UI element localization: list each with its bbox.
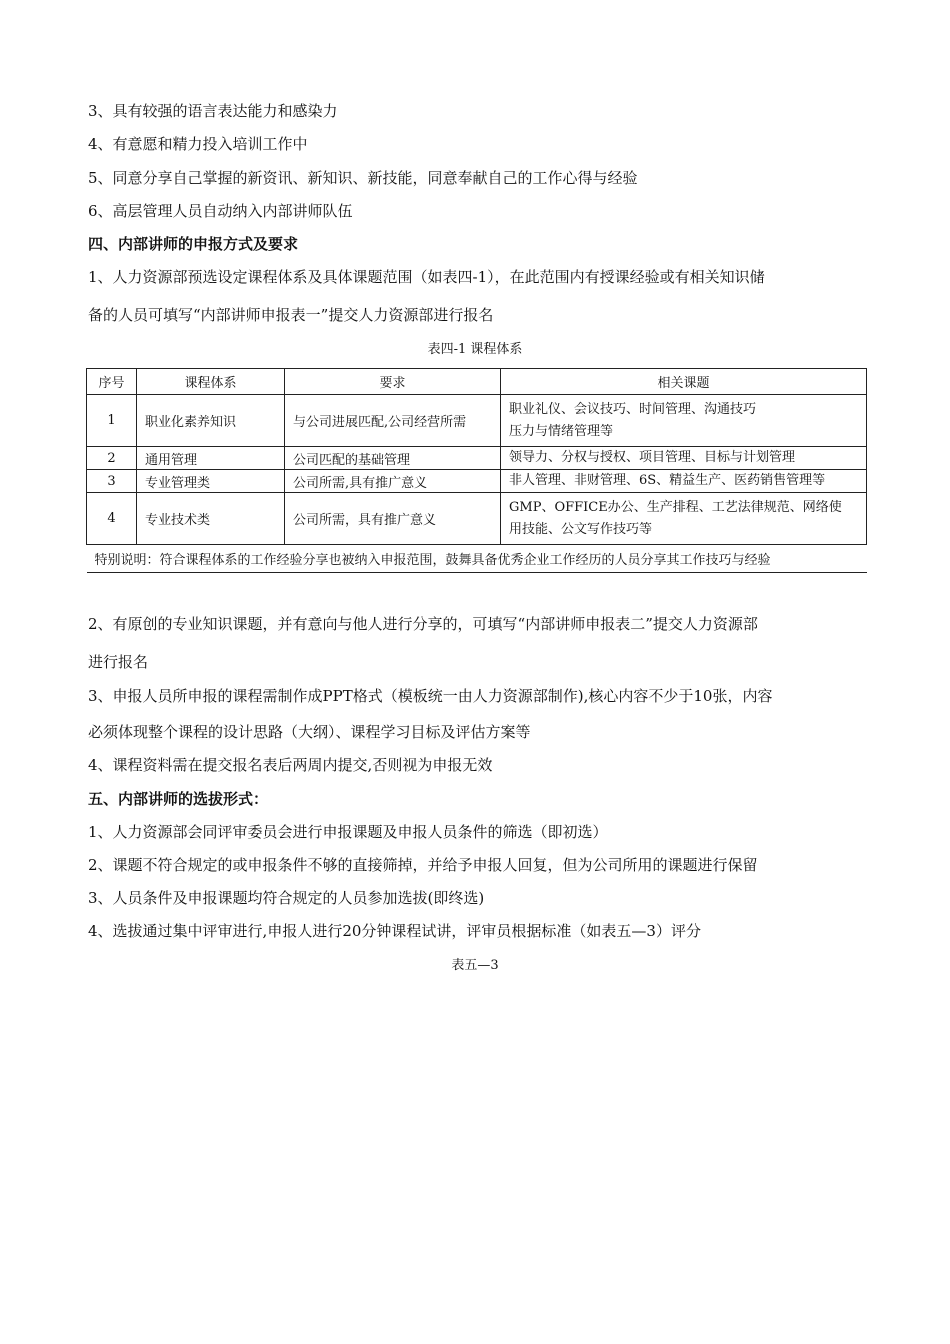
cell-number: 1 xyxy=(87,395,137,447)
table-row xyxy=(87,470,867,493)
cell-course-system: 专业技术类 xyxy=(137,493,285,545)
cell-course-system: 职业化素养知识 xyxy=(137,395,285,447)
cell-requirement: 公司所需，具有推广意义 xyxy=(285,493,501,545)
table-5-3-caption: 表五—3 xyxy=(451,958,499,973)
table-note-row xyxy=(87,545,867,573)
section-4-paragraph-4: 4、课程资料需在提交报名表后两周内提交,否则视为申报无效 xyxy=(88,756,493,774)
cell-related-topics: 领导力、分权与授权、项目管理、目标与计划管理 xyxy=(501,447,867,470)
section-5-item-4: 4、选拔通过集中评审进行,申报人进行20分钟课程试讲，评审员根据标准（如表五—3）评分 xyxy=(88,922,701,940)
section-4-paragraph-2-line-2: 进行报名 xyxy=(88,653,149,671)
section-5-heading: 五、内部讲师的选拔形式： xyxy=(88,790,269,808)
cell-requirement: 公司所需,具有推广意义 xyxy=(285,470,501,493)
section-4-paragraph-1-line-2: 备的人员可填写“内部讲师申报表一”提交人力资源部进行报名 xyxy=(88,306,494,324)
requirement-item-3: 3、具有较强的语言表达能力和感染力 xyxy=(88,102,338,120)
section-5-item-2: 2、课题不符合规定的或申报条件不够的直接筛掉，并给予申报人回复，但为公司所用的课题进行保留 xyxy=(88,856,758,874)
header-requirement: 要求 xyxy=(285,369,501,395)
course-system-table xyxy=(86,368,867,573)
cell-related-topics xyxy=(501,493,867,545)
header-related-topics: 相关课题 xyxy=(501,369,867,395)
section-4-paragraph-3-line-2: 必须体现整个课程的设计思路（大纲）、课程学习目标及评估方案等 xyxy=(88,723,531,741)
header-course-system: 课程体系 xyxy=(137,369,285,395)
requirement-item-4: 4、有意愿和精力投入培训工作中 xyxy=(88,135,308,153)
topics-line-1: 职业礼仪、会议技巧、时间管理、沟通技巧 xyxy=(509,401,757,417)
table-caption: 表四-1 课程体系 xyxy=(427,342,523,357)
section-5-item-3: 3、人员条件及申报课题均符合规定的人员参加选拔(即终选) xyxy=(88,889,485,907)
table-row xyxy=(87,395,867,447)
cell-requirement: 与公司进展匹配,公司经营所需 xyxy=(285,395,501,447)
topics-line-1: GMP、OFFICE办公、生产排程、工艺法律规范、网络使 xyxy=(509,499,842,515)
cell-number: 2 xyxy=(87,447,137,470)
requirement-item-5: 5、同意分享自己掌握的新资讯、新知识、新技能，同意奉献自己的工作心得与经验 xyxy=(88,169,638,187)
section-4-paragraph-3-line-1: 3、申报人员所申报的课程需制作成PPT格式（模板统一由人力资源部制作),核心内容不少于10张，内容 xyxy=(88,687,773,705)
cell-number: 4 xyxy=(87,493,137,545)
cell-course-system: 通用管理 xyxy=(137,447,285,470)
header-number: 序号 xyxy=(87,369,137,395)
section-4-heading: 四、内部讲师的申报方式及要求 xyxy=(88,235,299,253)
requirement-item-6: 6、高层管理人员自动纳入内部讲师队伍 xyxy=(88,202,353,220)
section-4-paragraph-1-line-1: 1、人力资源部预选设定课程体系及具体课题范围（如表四-1），在此范围内有授课经验或有相关知识储 xyxy=(88,268,765,286)
table-header-row xyxy=(87,369,867,395)
topics-line-2: 压力与情绪管理等 xyxy=(509,423,614,439)
section-5-item-1: 1、人力资源部会同评审委员会进行申报课题及申报人员条件的筛选（即初选） xyxy=(88,823,608,841)
section-4-paragraph-2-line-1: 2、有原创的专业知识课题，并有意向与他人进行分享的，可填写“内部讲师申报表二”提交人力资源部 xyxy=(88,615,758,633)
topics-line-2: 用技能、公文写作技巧等 xyxy=(509,521,653,537)
cell-requirement: 公司匹配的基础管理 xyxy=(285,447,501,470)
cell-related-topics: 非人管理、非财管理、6S、精益生产、医药销售管理等 xyxy=(501,470,867,493)
cell-number: 3 xyxy=(87,470,137,493)
cell-related-topics xyxy=(501,395,867,447)
cell-course-system: 专业管理类 xyxy=(137,470,285,493)
table-row xyxy=(87,447,867,470)
table-note: 特别说明：符合课程体系的工作经验分享也被纳入申报范围，鼓舞具备优秀企业工作经历的人员分享其工作技巧与经验 xyxy=(87,545,867,573)
table-row xyxy=(87,493,867,545)
